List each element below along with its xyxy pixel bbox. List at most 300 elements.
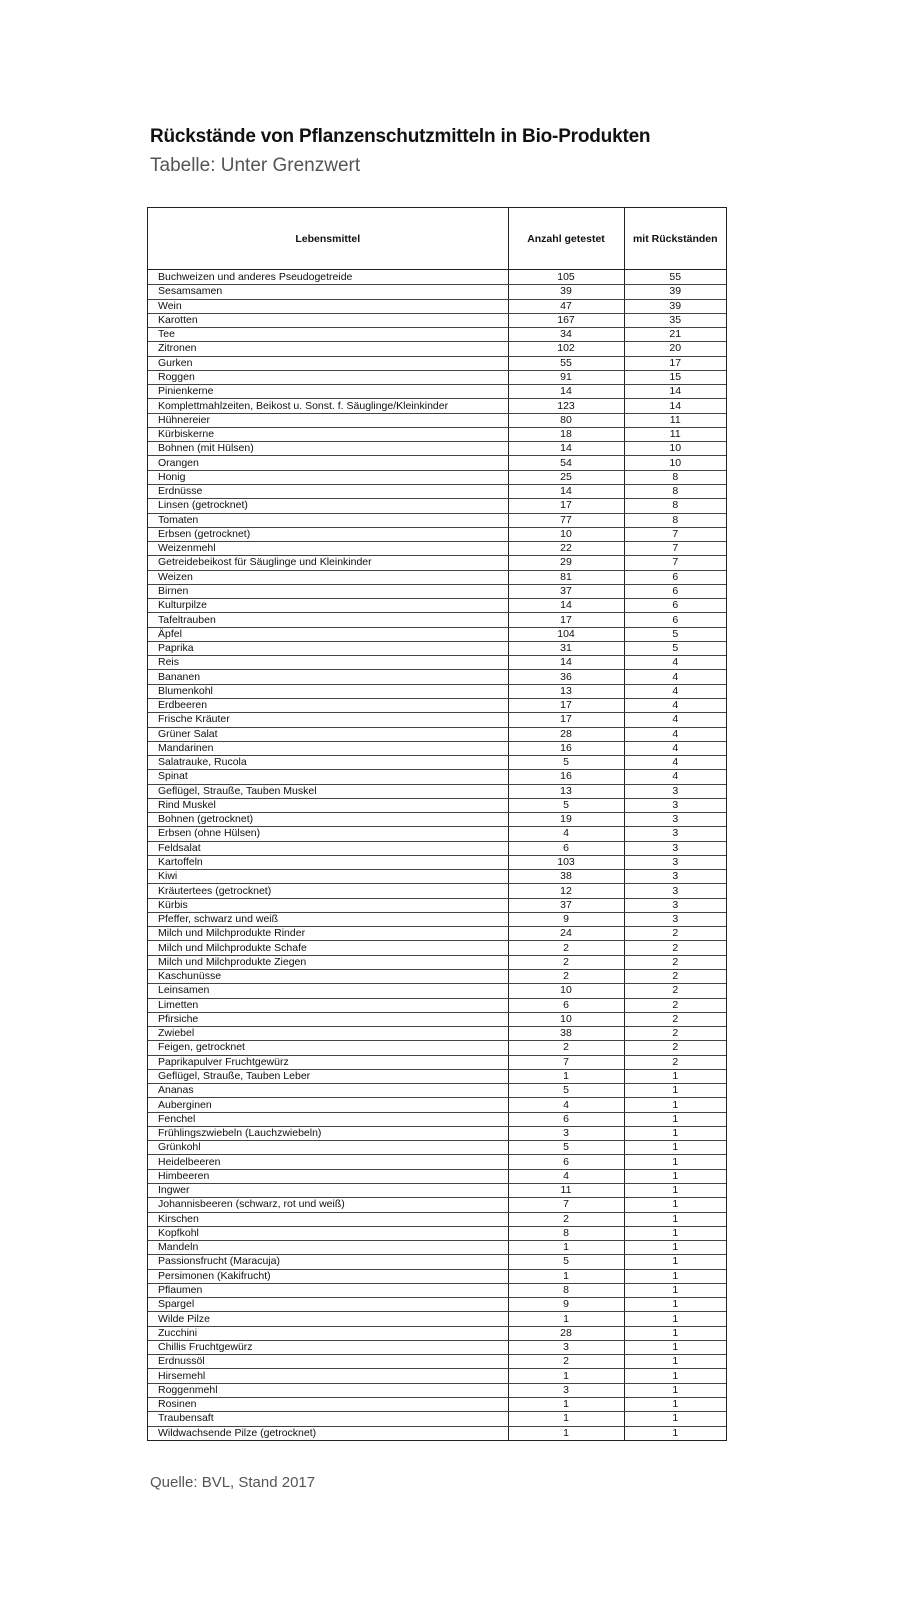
cell-tested-count: 1 <box>508 1069 624 1083</box>
cell-with-residues: 15 <box>624 370 726 384</box>
table-row <box>148 299 726 313</box>
cell-tested-count: 4 <box>508 1169 624 1183</box>
cell-with-residues: 5 <box>624 627 726 641</box>
table-row <box>148 698 726 712</box>
table-row <box>148 641 726 655</box>
cell-tested-count: 1 <box>508 1397 624 1411</box>
cell-with-residues: 1 <box>624 1397 726 1411</box>
table-row <box>148 470 726 484</box>
cell-tested-count: 28 <box>508 1326 624 1340</box>
table-row <box>148 756 726 770</box>
cell-food: Kaschunüsse <box>148 970 508 984</box>
cell-with-residues: 3 <box>624 898 726 912</box>
table-row <box>148 813 726 827</box>
cell-with-residues: 3 <box>624 855 726 869</box>
cell-food: Frühlingszwiebeln (Lauchzwiebeln) <box>148 1126 508 1140</box>
cell-tested-count: 2 <box>508 941 624 955</box>
table-row <box>148 1326 726 1340</box>
cell-food: Leinsamen <box>148 984 508 998</box>
cell-with-residues: 1 <box>624 1340 726 1354</box>
cell-tested-count: 13 <box>508 784 624 798</box>
table-row <box>148 484 726 498</box>
cell-food: Paprika <box>148 641 508 655</box>
table-row <box>148 1069 726 1083</box>
cell-tested-count: 19 <box>508 813 624 827</box>
cell-food: Pflaumen <box>148 1283 508 1297</box>
cell-tested-count: 10 <box>508 1012 624 1026</box>
table-row <box>148 1198 726 1212</box>
table-row <box>148 413 726 427</box>
cell-with-residues: 2 <box>624 955 726 969</box>
cell-with-residues: 5 <box>624 641 726 655</box>
cell-tested-count: 29 <box>508 556 624 570</box>
table-row <box>148 1098 726 1112</box>
table-row <box>148 328 726 342</box>
cell-with-residues: 1 <box>624 1112 726 1126</box>
cell-tested-count: 34 <box>508 328 624 342</box>
cell-food: Fenchel <box>148 1112 508 1126</box>
cell-with-residues: 1 <box>624 1269 726 1283</box>
table-row <box>148 855 726 869</box>
cell-food: Kürbis <box>148 898 508 912</box>
cell-with-residues: 14 <box>624 385 726 399</box>
cell-food: Hühnereier <box>148 413 508 427</box>
cell-food: Johannisbeeren (schwarz, rot und weiß) <box>148 1198 508 1212</box>
cell-food: Bohnen (getrocknet) <box>148 813 508 827</box>
cell-tested-count: 16 <box>508 770 624 784</box>
cell-tested-count: 25 <box>508 470 624 484</box>
table-row <box>148 1369 726 1383</box>
table-row <box>148 270 726 285</box>
table-row <box>148 884 726 898</box>
cell-food: Milch und Milchprodukte Rinder <box>148 927 508 941</box>
table-row <box>148 370 726 384</box>
cell-food: Chillis Fruchtgewürz <box>148 1340 508 1354</box>
cell-food: Buchweizen und anderes Pseudogetreide <box>148 270 508 285</box>
cell-food: Paprikapulver Fruchtgewürz <box>148 1055 508 1069</box>
table-row <box>148 456 726 470</box>
table-row <box>148 727 726 741</box>
table-row <box>148 912 726 926</box>
table-row <box>148 1112 726 1126</box>
cell-with-residues: 3 <box>624 798 726 812</box>
cell-with-residues: 2 <box>624 998 726 1012</box>
table-row <box>148 584 726 598</box>
cell-with-residues: 3 <box>624 870 726 884</box>
table-row <box>148 427 726 441</box>
cell-with-residues: 1 <box>624 1198 726 1212</box>
table-row <box>148 527 726 541</box>
cell-with-residues: 1 <box>624 1312 726 1326</box>
cell-tested-count: 2 <box>508 1212 624 1226</box>
cell-with-residues: 1 <box>624 1283 726 1297</box>
cell-with-residues: 1 <box>624 1098 726 1112</box>
table-row <box>148 613 726 627</box>
cell-with-residues: 2 <box>624 1012 726 1026</box>
cell-with-residues: 39 <box>624 285 726 299</box>
cell-tested-count: 1 <box>508 1369 624 1383</box>
cell-with-residues: 4 <box>624 656 726 670</box>
table-row <box>148 656 726 670</box>
cell-with-residues: 1 <box>624 1169 726 1183</box>
cell-food: Traubensaft <box>148 1412 508 1426</box>
cell-with-residues: 1 <box>624 1184 726 1198</box>
cell-tested-count: 14 <box>508 599 624 613</box>
cell-food: Sesamsamen <box>148 285 508 299</box>
cell-tested-count: 6 <box>508 1112 624 1126</box>
cell-food: Feigen, getrocknet <box>148 1041 508 1055</box>
cell-tested-count: 5 <box>508 756 624 770</box>
table-row <box>148 927 726 941</box>
table-row <box>148 1241 726 1255</box>
cell-tested-count: 55 <box>508 356 624 370</box>
cell-with-residues: 4 <box>624 698 726 712</box>
cell-tested-count: 1 <box>508 1412 624 1426</box>
table-row <box>148 941 726 955</box>
cell-with-residues: 3 <box>624 884 726 898</box>
cell-food: Spinat <box>148 770 508 784</box>
cell-food: Karotten <box>148 313 508 327</box>
cell-tested-count: 5 <box>508 798 624 812</box>
cell-tested-count: 28 <box>508 727 624 741</box>
cell-with-residues: 1 <box>624 1383 726 1397</box>
cell-food: Spargel <box>148 1298 508 1312</box>
cell-food: Zwiebel <box>148 1027 508 1041</box>
cell-with-residues: 3 <box>624 912 726 926</box>
cell-tested-count: 2 <box>508 1041 624 1055</box>
cell-food: Kürbiskerne <box>148 427 508 441</box>
cell-with-residues: 7 <box>624 527 726 541</box>
cell-with-residues: 8 <box>624 499 726 513</box>
cell-tested-count: 5 <box>508 1141 624 1155</box>
cell-food: Erdnussöl <box>148 1355 508 1369</box>
cell-tested-count: 2 <box>508 970 624 984</box>
table-row <box>148 1255 726 1269</box>
cell-with-residues: 7 <box>624 542 726 556</box>
cell-food: Kulturpilze <box>148 599 508 613</box>
cell-tested-count: 38 <box>508 870 624 884</box>
cell-with-residues: 1 <box>624 1155 726 1169</box>
cell-food: Rind Muskel <box>148 798 508 812</box>
table-row <box>148 741 726 755</box>
cell-tested-count: 12 <box>508 884 624 898</box>
source-note: Quelle: BVL, Stand 2017 <box>150 1474 316 1491</box>
cell-tested-count: 2 <box>508 1355 624 1369</box>
cell-tested-count: 17 <box>508 713 624 727</box>
cell-tested-count: 6 <box>508 1155 624 1169</box>
table-row <box>148 670 726 684</box>
table-row <box>148 1155 726 1169</box>
table-row <box>148 1055 726 1069</box>
cell-tested-count: 17 <box>508 698 624 712</box>
cell-food: Erbsen (getrocknet) <box>148 527 508 541</box>
cell-with-residues: 8 <box>624 470 726 484</box>
table-row <box>148 1126 726 1140</box>
cell-tested-count: 39 <box>508 285 624 299</box>
cell-food: Auberginen <box>148 1098 508 1112</box>
cell-tested-count: 36 <box>508 670 624 684</box>
cell-food: Himbeeren <box>148 1169 508 1183</box>
table-row <box>148 1041 726 1055</box>
cell-tested-count: 4 <box>508 827 624 841</box>
cell-with-residues: 4 <box>624 684 726 698</box>
cell-with-residues: 1 <box>624 1126 726 1140</box>
table-row <box>148 1283 726 1297</box>
table-row <box>148 385 726 399</box>
cell-food: Erdnüsse <box>148 484 508 498</box>
header-with-residues: mit Rückständen <box>624 208 726 270</box>
header-food: Lebensmittel <box>148 208 508 270</box>
cell-with-residues: 6 <box>624 599 726 613</box>
cell-tested-count: 14 <box>508 656 624 670</box>
cell-food: Milch und Milchprodukte Schafe <box>148 941 508 955</box>
cell-tested-count: 91 <box>508 370 624 384</box>
cell-with-residues: 1 <box>624 1084 726 1098</box>
cell-food: Gurken <box>148 356 508 370</box>
table-row <box>148 955 726 969</box>
cell-with-residues: 14 <box>624 399 726 413</box>
cell-with-residues: 2 <box>624 927 726 941</box>
table-row <box>148 313 726 327</box>
table-row <box>148 998 726 1012</box>
table-row <box>148 1141 726 1155</box>
cell-food: Kirschen <box>148 1212 508 1226</box>
cell-food: Kartoffeln <box>148 855 508 869</box>
table-row <box>148 442 726 456</box>
cell-tested-count: 7 <box>508 1198 624 1212</box>
cell-food: Wilde Pilze <box>148 1312 508 1326</box>
page-title: Rückstände von Pflanzenschutzmitteln in Bio-Produkten <box>150 126 651 147</box>
cell-with-residues: 1 <box>624 1355 726 1369</box>
cell-with-residues: 1 <box>624 1241 726 1255</box>
cell-with-residues: 11 <box>624 427 726 441</box>
cell-tested-count: 10 <box>508 984 624 998</box>
residue-table <box>148 208 726 1440</box>
cell-tested-count: 80 <box>508 413 624 427</box>
cell-with-residues: 4 <box>624 741 726 755</box>
cell-tested-count: 9 <box>508 912 624 926</box>
table-row <box>148 513 726 527</box>
cell-with-residues: 3 <box>624 784 726 798</box>
cell-with-residues: 11 <box>624 413 726 427</box>
cell-tested-count: 1 <box>508 1312 624 1326</box>
cell-tested-count: 103 <box>508 855 624 869</box>
table-row <box>148 342 726 356</box>
table-row <box>148 1412 726 1426</box>
table-row <box>148 1397 726 1411</box>
cell-food: Wildwachsende Pilze (getrocknet) <box>158 1426 317 1439</box>
cell-with-residues: 6 <box>624 613 726 627</box>
cell-with-residues: 10 <box>624 442 726 456</box>
cell-with-residues: 55 <box>624 270 726 285</box>
cell-with-residues: 3 <box>624 813 726 827</box>
table-row <box>148 1212 726 1226</box>
cell-food: Kopfkohl <box>148 1226 508 1240</box>
cell-with-residues: 1 <box>624 1255 726 1269</box>
table-row <box>148 784 726 798</box>
cell-tested-count: 7 <box>508 1055 624 1069</box>
cell-with-residues: 1 <box>624 1426 726 1440</box>
cell-with-residues: 4 <box>624 713 726 727</box>
cell-tested-count: 22 <box>508 542 624 556</box>
cell-food: Bohnen (mit Hülsen) <box>148 442 508 456</box>
cell-with-residues: 1 <box>624 1226 726 1240</box>
table-row <box>148 285 726 299</box>
table-row <box>148 1169 726 1183</box>
cell-food: Passionsfrucht (Maracuja) <box>148 1255 508 1269</box>
cell-tested-count: 14 <box>508 442 624 456</box>
cell-food: Kräutertees (getrocknet) <box>148 884 508 898</box>
cell-tested-count: 6 <box>508 841 624 855</box>
cell-tested-count: 6 <box>508 998 624 1012</box>
cell-tested-count: 2 <box>508 955 624 969</box>
table-row <box>148 970 726 984</box>
cell-food: Tomaten <box>148 513 508 527</box>
table-row <box>148 1312 726 1326</box>
table-row <box>148 1426 726 1440</box>
table-row <box>148 984 726 998</box>
cell-with-residues: 2 <box>624 1041 726 1055</box>
cell-food: Hirsemehl <box>148 1369 508 1383</box>
cell-with-residues: 2 <box>624 1027 726 1041</box>
cell-food: Weizenmehl <box>148 542 508 556</box>
cell-with-residues: 21 <box>624 328 726 342</box>
cell-tested-count: 1 <box>508 1241 624 1255</box>
cell-food: Roggen <box>148 370 508 384</box>
cell-food: Frische Kräuter <box>148 713 508 727</box>
cell-with-residues: 10 <box>624 456 726 470</box>
cell-with-residues: 20 <box>624 342 726 356</box>
cell-tested-count: 5 <box>508 1084 624 1098</box>
cell-with-residues: 17 <box>624 356 726 370</box>
cell-food: Zitronen <box>148 342 508 356</box>
cell-food: Tee <box>148 328 508 342</box>
cell-food: Honig <box>148 470 508 484</box>
cell-food: Ananas <box>148 1084 508 1098</box>
cell-tested-count: 37 <box>508 898 624 912</box>
cell-with-residues: 8 <box>624 513 726 527</box>
table-row <box>148 798 726 812</box>
cell-food: Grünkohl <box>148 1141 508 1155</box>
cell-tested-count: 3 <box>508 1383 624 1397</box>
cell-food: Äpfel <box>148 627 508 641</box>
cell-food: Erbsen (ohne Hülsen) <box>148 827 508 841</box>
table-row <box>148 898 726 912</box>
cell-with-residues: 6 <box>624 584 726 598</box>
table-body <box>148 270 726 1440</box>
cell-with-residues: 1 <box>624 1412 726 1426</box>
cell-tested-count: 3 <box>508 1340 624 1354</box>
cell-tested-count: 54 <box>508 456 624 470</box>
cell-tested-count: 77 <box>508 513 624 527</box>
cell-with-residues: 1 <box>624 1069 726 1083</box>
cell-with-residues: 7 <box>624 556 726 570</box>
cell-with-residues: 6 <box>624 570 726 584</box>
cell-food: Zucchini <box>148 1326 508 1340</box>
table-row <box>148 1269 726 1283</box>
cell-with-residues: 1 <box>624 1298 726 1312</box>
cell-tested-count: 4 <box>508 1098 624 1112</box>
cell-tested-count: 8 <box>508 1226 624 1240</box>
cell-food: Limetten <box>148 998 508 1012</box>
cell-tested-count: 81 <box>508 570 624 584</box>
cell-tested-count: 123 <box>508 399 624 413</box>
cell-food: Reis <box>148 656 508 670</box>
cell-tested-count: 16 <box>508 741 624 755</box>
cell-food: Roggenmehl <box>148 1383 508 1397</box>
cell-food: Geflügel, Strauße, Tauben Muskel <box>148 784 508 798</box>
cell-tested-count: 1 <box>508 1269 624 1283</box>
table-row <box>148 1340 726 1354</box>
cell-with-residues: 1 <box>624 1369 726 1383</box>
table-row <box>148 1084 726 1098</box>
cell-with-residues: 2 <box>624 941 726 955</box>
cell-tested-count: 17 <box>508 613 624 627</box>
table-row <box>148 713 726 727</box>
cell-with-residues: 3 <box>624 841 726 855</box>
cell-food: Grüner Salat <box>148 727 508 741</box>
cell-with-residues: 2 <box>624 970 726 984</box>
cell-food: Mandeln <box>148 1241 508 1255</box>
cell-tested-count: 24 <box>508 927 624 941</box>
cell-tested-count: 17 <box>508 499 624 513</box>
cell-food: Birnen <box>148 584 508 598</box>
cell-food: Pinienkerne <box>148 385 508 399</box>
header-tested-count: Anzahl getestet <box>508 208 624 270</box>
cell-food: Rosinen <box>148 1397 508 1411</box>
table-row <box>148 870 726 884</box>
cell-tested-count: 14 <box>508 385 624 399</box>
cell-food: Wein <box>148 299 508 313</box>
cell-with-residues: 39 <box>624 299 726 313</box>
cell-tested-count: 3 <box>508 1126 624 1140</box>
cell-with-residues: 1 <box>624 1141 726 1155</box>
cell-tested-count: 10 <box>508 527 624 541</box>
table-row <box>148 1355 726 1369</box>
table-row <box>148 556 726 570</box>
cell-food: Erdbeeren <box>148 698 508 712</box>
cell-tested-count: 5 <box>508 1255 624 1269</box>
cell-tested-count: 9 <box>508 1298 624 1312</box>
cell-with-residues: 35 <box>624 313 726 327</box>
table-row <box>148 770 726 784</box>
cell-tested-count: 47 <box>508 299 624 313</box>
table-row <box>148 542 726 556</box>
cell-with-residues: 8 <box>624 484 726 498</box>
cell-tested-count: 102 <box>508 342 624 356</box>
table-row <box>148 399 726 413</box>
cell-tested-count: 13 <box>508 684 624 698</box>
table-row <box>148 1012 726 1026</box>
cell-with-residues: 2 <box>624 984 726 998</box>
cell-with-residues: 1 <box>624 1326 726 1340</box>
cell-tested-count: 14 <box>508 484 624 498</box>
table-row <box>148 599 726 613</box>
cell-tested-count: 104 <box>508 627 624 641</box>
cell-food: Feldsalat <box>148 841 508 855</box>
page-subtitle: Tabelle: Unter Grenzwert <box>150 155 361 176</box>
table-row <box>148 1298 726 1312</box>
cell-with-residues: 1 <box>624 1212 726 1226</box>
table-row <box>148 499 726 513</box>
cell-with-residues: 4 <box>624 727 726 741</box>
cell-food: Getreidebeikost für Säuglinge und Kleinkinder <box>148 556 508 570</box>
cell-tested-count: 11 <box>508 1184 624 1198</box>
cell-with-residues: 2 <box>624 1055 726 1069</box>
cell-food: Pfeffer, schwarz und weiß <box>148 912 508 926</box>
cell-food: Mandarinen <box>148 741 508 755</box>
cell-with-residues: 4 <box>624 770 726 784</box>
